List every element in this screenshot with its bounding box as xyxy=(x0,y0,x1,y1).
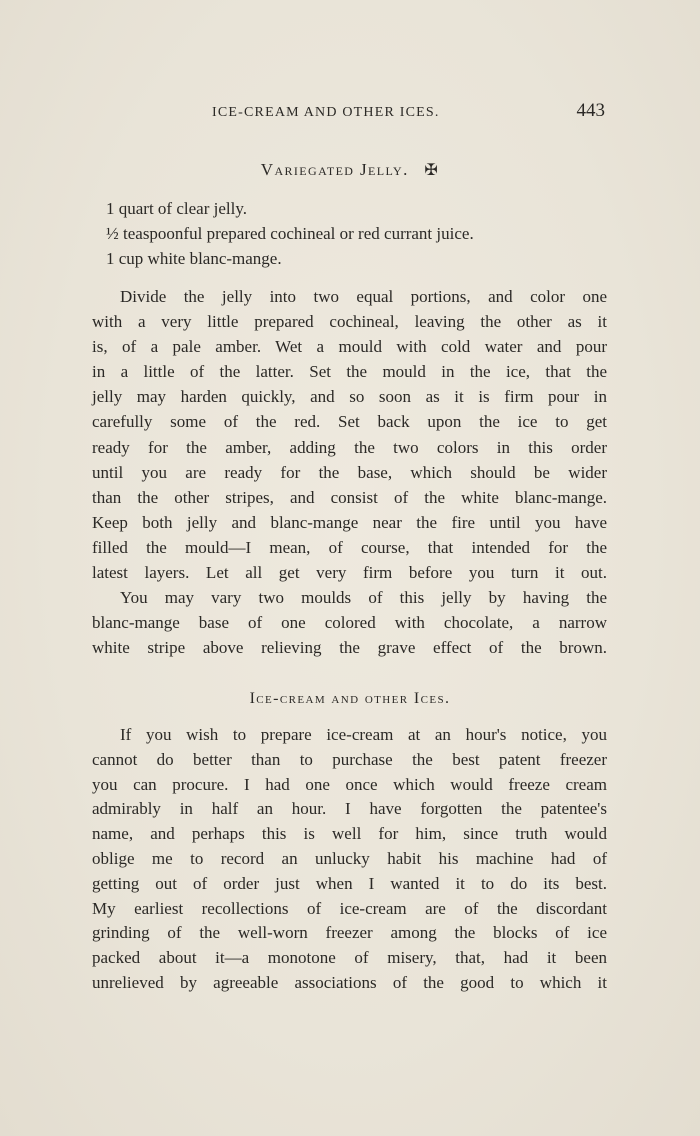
section-paragraph xyxy=(92,722,607,995)
recipe-paragraph-1 xyxy=(92,284,607,585)
text-line: grinding of the well-worn freezer among the blocks of ice xyxy=(92,923,607,943)
text-line: filled the mould—I mean, of course, that intended for the xyxy=(92,537,607,557)
text-line: Keep both jelly and blanc-mange near the fire until you have xyxy=(92,512,607,532)
text-line: packed about it—a monotone of misery, that, had it been xyxy=(92,948,607,968)
running-head-title: ICE-CREAM AND OTHER ICES. xyxy=(212,105,440,120)
text-line: in a little of the latter. Set the mould in the ice, that the xyxy=(92,362,607,382)
maltese-cross-icon: ✠ xyxy=(424,162,440,179)
text-line: My earliest recollections of ice-cream are of the discordant xyxy=(92,898,607,918)
text-line: with a very little prepared cochineal, leaving the other as it xyxy=(92,312,607,332)
recipe-paragraph-2 xyxy=(92,585,607,660)
page-number: 443 xyxy=(576,100,605,121)
text-line: getting out of order just when I wanted it to do its best. xyxy=(92,873,607,893)
text-line: oblige me to record an unlucky habit his machine had of xyxy=(92,848,607,868)
ingredient-item: ½ teaspoonful prepared cochineal or red currant juice. xyxy=(106,224,474,243)
text-line: white stripe above relieving the grave effect of the brown. xyxy=(92,638,607,658)
ingredient-list xyxy=(106,196,606,271)
text-line: cannot do better than to purchase the best patent freezer xyxy=(92,749,607,769)
text-line: admirably in half an hour. I have forgotten the patentee's xyxy=(92,799,607,819)
ingredient-item: 1 cup white blanc-mange. xyxy=(106,249,282,268)
text-line: If you wish to prepare ice-cream at an hour's notice, you xyxy=(120,725,607,744)
text-line: latest layers. Let all get very firm before you turn it out. xyxy=(92,563,607,583)
recipe-title xyxy=(0,160,700,180)
text-line: blanc-mange base of one colored with chocolate, a narrow xyxy=(92,613,607,633)
text-line: carefully some of the red. Set back upon the ice to get xyxy=(92,412,607,432)
text-line: unrelieved by agreeable associations of the good to which it xyxy=(92,972,607,992)
ingredient-item: 1 quart of clear jelly. xyxy=(106,199,247,218)
text-line: ready for the amber, adding the two colors in this order xyxy=(92,437,607,457)
text-line: name, and perhaps this is well for him, since truth would xyxy=(92,824,607,844)
text-line: until you are ready for the base, which should be wider xyxy=(92,462,607,482)
text-line: than the other stripes, and consist of the white blanc-mange. xyxy=(92,487,607,507)
recipe-title-text: Variegated Jelly. xyxy=(260,160,409,179)
text-line: jelly may harden quickly, and so soon as it is firm pour in xyxy=(92,387,607,407)
text-line: you can procure. I had one once which would freeze cream xyxy=(92,774,607,794)
text-line: Divide the jelly into two equal portions, and color one xyxy=(120,287,607,306)
section-title: Ice-cream and other Ices. xyxy=(249,690,451,707)
text-line: You may vary two moulds of this jelly by having the xyxy=(120,588,607,607)
text-line: is, of a pale amber. Wet a mould with cold water and pour xyxy=(92,337,607,357)
running-head xyxy=(90,100,610,126)
